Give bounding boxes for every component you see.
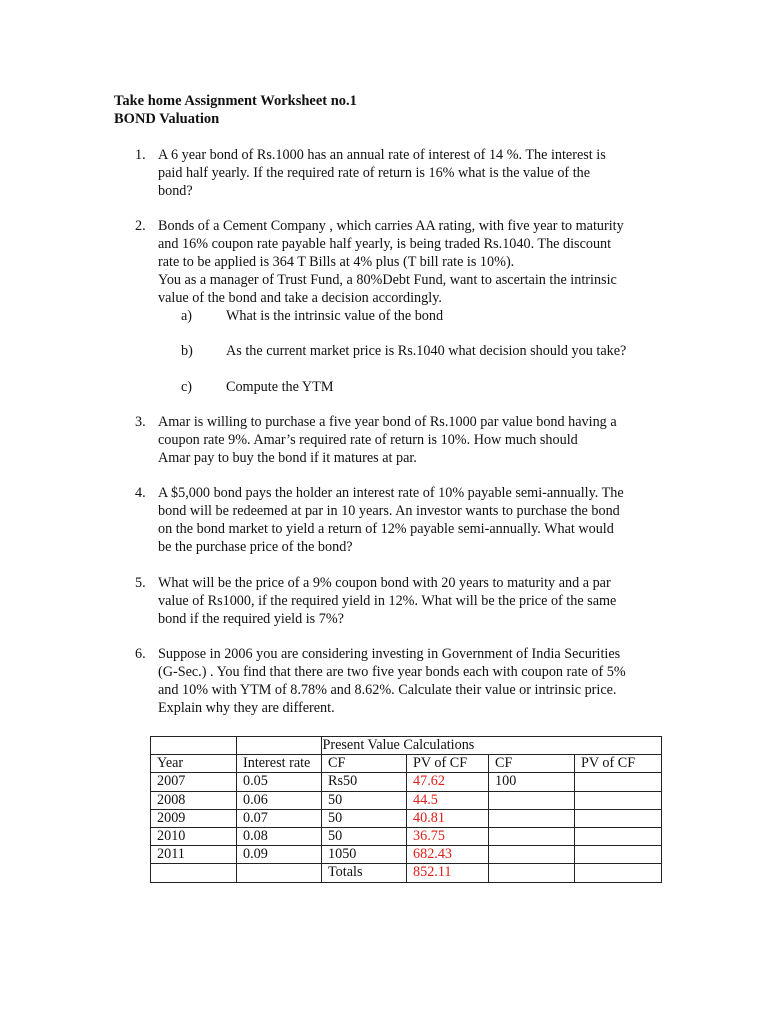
question-line: Suppose in 2006 you are considering investing in Government of India Securities (158, 646, 621, 662)
question-line: (G-Sec.) . You find that there are two five year bonds each with coupon rate of 5% (158, 663, 626, 680)
question-line: on the bond market to yield a return of 12% payable semi-annually. What would (158, 520, 614, 537)
question-line: Amar is willing to purchase a five year bond of Rs.1000 par value bond having a (158, 414, 617, 430)
question-line: value of Rs1000, if the required yield in 12%. What will be the price of the same (158, 592, 617, 609)
cell-cf: 50 (322, 791, 407, 809)
cell-cf-2: 100 (489, 773, 575, 791)
col-header-pv-of-cf-2: PV of CF (575, 755, 662, 773)
cell-cf: 50 (322, 827, 407, 845)
question-number: 5. (135, 575, 146, 591)
cell-cf-2 (489, 846, 575, 864)
subitem-label: b) (181, 343, 193, 359)
cell-pv-of-cf-2 (575, 846, 662, 864)
col-header-pv-of-cf: PV of CF (407, 755, 489, 773)
totals-label: Totals (322, 864, 407, 882)
cell-pv-of-cf: 36.75 (407, 827, 489, 845)
subitem-label: a) (181, 308, 193, 324)
cell-pv-of-cf: 682.43 (407, 846, 489, 864)
cell-year: 2007 (151, 773, 237, 791)
cell-cf-2 (489, 809, 575, 827)
cell-interest-rate: 0.06 (237, 791, 322, 809)
totals-value: 852.11 (407, 864, 489, 882)
question-line: bond? (158, 182, 193, 199)
present-value-table (150, 736, 662, 883)
table-row (151, 809, 662, 827)
question-line: What will be the price of a 9% coupon bond with 20 years to maturity and a par (158, 575, 611, 591)
subitem-text: As the current market price is Rs.1040 what decision should you take? (226, 343, 627, 359)
question-number: 3. (135, 414, 146, 430)
cell-pv-of-cf: 47.62 (407, 773, 489, 791)
cell-pv-of-cf: 40.81 (407, 809, 489, 827)
table-row (151, 773, 662, 791)
cell-cf: 1050 (322, 846, 407, 864)
question-number: 4. (135, 485, 146, 501)
worksheet-title: Take home Assignment Worksheet no.1 (114, 93, 357, 109)
cell-interest-rate: 0.09 (237, 846, 322, 864)
col-header-cf: CF (322, 755, 407, 773)
table-totals-row (151, 864, 662, 882)
table-row (151, 827, 662, 845)
subitem-label: c) (181, 379, 193, 395)
question-line: rate to be applied is 364 T Bills at 4% plus (T bill rate is 10%). (158, 253, 515, 270)
question-number: 6. (135, 646, 146, 662)
subitem-text: What is the intrinsic value of the bond (226, 308, 444, 324)
question-line: Bonds of a Cement Company , which carries AA rating, with five year to maturity (158, 218, 624, 234)
cell-cf-2 (489, 791, 575, 809)
subitem-text: Compute the YTM (226, 379, 334, 395)
question-line: bond will be redeemed at par in 10 years. An investor wants to purchase the bond (158, 502, 620, 519)
cell-year: 2011 (151, 846, 237, 864)
cell-pv-of-cf-2 (575, 827, 662, 845)
col-header-year: Year (151, 755, 237, 773)
cell-cf: 50 (322, 809, 407, 827)
worksheet-subtitle: BOND Valuation (114, 111, 220, 127)
question-line: value of the bond and take a decision accordingly. (158, 289, 442, 306)
cell-interest-rate: 0.07 (237, 809, 322, 827)
question-line: bond if the required yield is 7%? (158, 610, 344, 627)
table-row (151, 846, 662, 864)
question-line: A $5,000 bond pays the holder an interest rate of 10% payable semi-annually. The (158, 485, 624, 501)
question-number: 2. (135, 218, 146, 234)
table-caption: Present Value Calculations (407, 737, 662, 755)
cell-pv-of-cf-2 (575, 809, 662, 827)
col-header-interest-rate: Interest rate (237, 755, 322, 773)
cell-year: 2010 (151, 827, 237, 845)
question-line: and 16% coupon rate payable half yearly, is being traded Rs.1040. The discount (158, 235, 612, 252)
cell-cf-2 (489, 827, 575, 845)
table-header-row (151, 755, 662, 773)
cell-interest-rate: 0.08 (237, 827, 322, 845)
question-line: be the purchase price of the bond? (158, 538, 353, 555)
table-row (151, 791, 662, 809)
table-caption-row (151, 737, 662, 755)
question-line: paid half yearly. If the required rate of return is 16% what is the value of the (158, 164, 591, 181)
cell-pv-of-cf-2 (575, 773, 662, 791)
cell-year: 2009 (151, 809, 237, 827)
question-number: 1. (135, 147, 146, 163)
cell-pv-of-cf: 44.5 (407, 791, 489, 809)
question-line: Amar pay to buy the bond if it matures at par. (158, 449, 417, 466)
question-line: and 10% with YTM of 8.78% and 8.62%. Calculate their value or intrinsic price. (158, 681, 617, 698)
question-line: You as a manager of Trust Fund, a 80%Debt Fund, want to ascertain the intrinsic (158, 271, 617, 288)
col-header-cf-2: CF (489, 755, 575, 773)
question-line: Explain why they are different. (158, 699, 335, 716)
cell-pv-of-cf-2 (575, 791, 662, 809)
cell-interest-rate: 0.05 (237, 773, 322, 791)
question-line: coupon rate 9%. Amar’s required rate of return is 10%. How much should (158, 431, 578, 448)
cell-cf: Rs50 (322, 773, 407, 791)
question-line: A 6 year bond of Rs.1000 has an annual rate of interest of 14 %. The interest is (158, 147, 606, 163)
cell-year: 2008 (151, 791, 237, 809)
